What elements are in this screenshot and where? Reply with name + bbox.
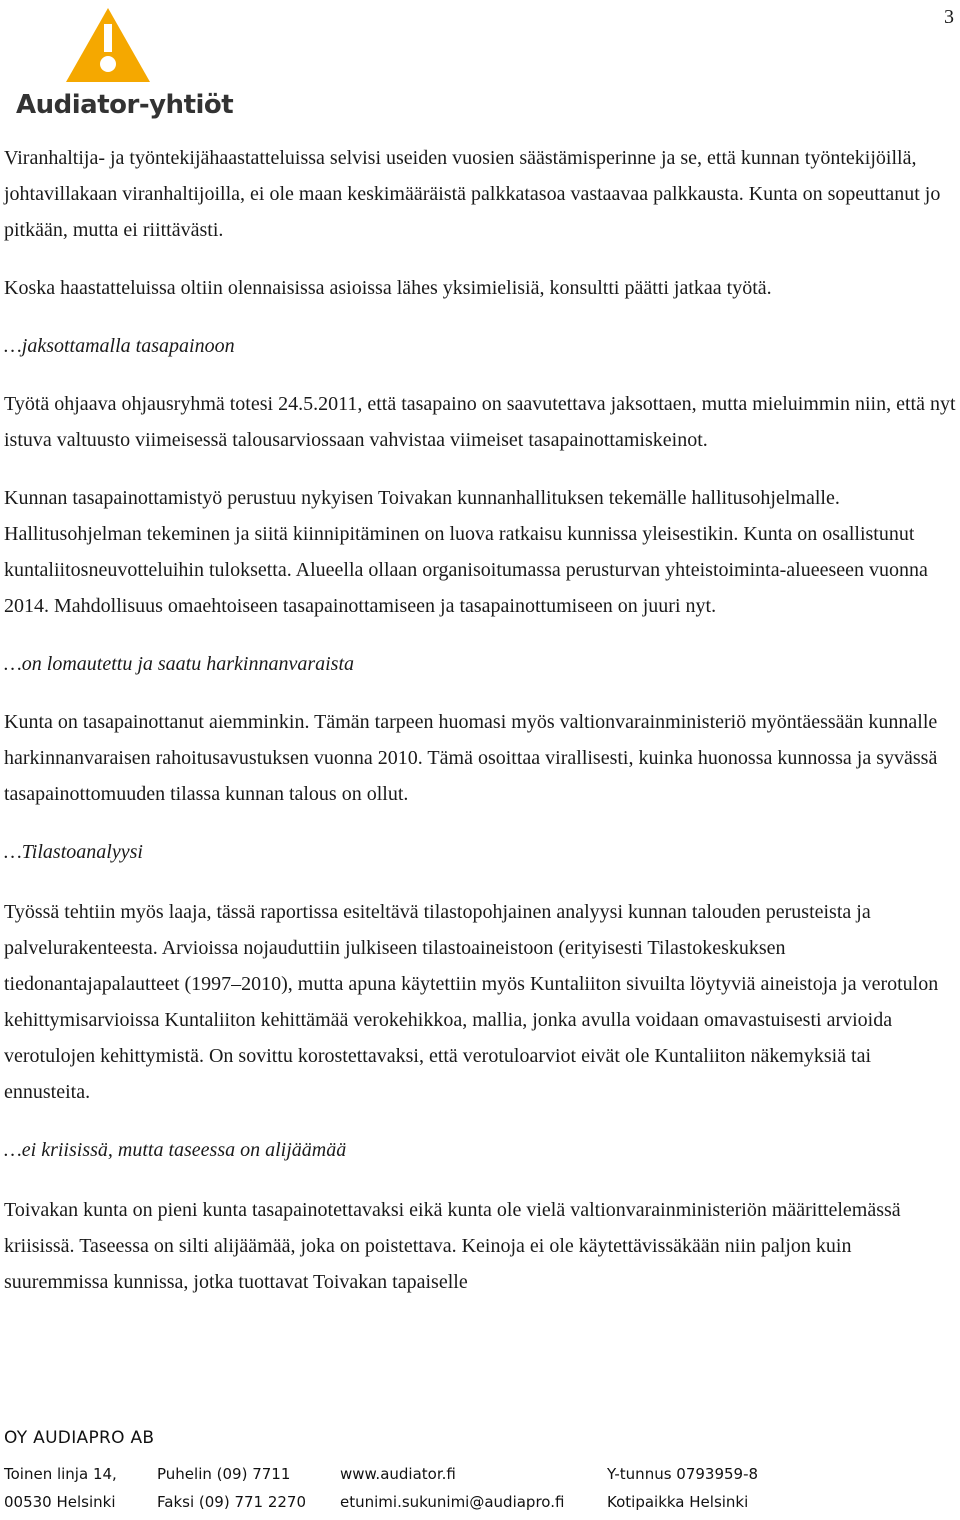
document-body — [4, 140, 956, 1300]
paragraph-previous-balancing: Kunta on tasapainottanut aiemminkin. Tämän tarpeen huomasi myös valtionvarainministeriö myöntäessään kunnalle harkinnanvaraisen rahoitusavustuksen vuonna 2010. Tämä osoittaa virallisesti, kuinka huonossa kunnossa ja syvässä tasapainottomuuden tilassa kunnan talous on ollut. — [4, 711, 938, 805]
section-heading-tilastoanalyysi: …Tilastoanalyysi — [4, 841, 143, 863]
footer-address-city: 00530 Helsinki — [4, 1493, 116, 1511]
footer-email: etunimi.sukunimi@audiapro.fi — [340, 1493, 565, 1511]
footer-domicile: Kotipaikka Helsinki — [607, 1493, 749, 1511]
footer-address-street: Toinen linja 14, — [4, 1465, 117, 1483]
paragraph-government-program: Kunnan tasapainottamistyö perustuu nykyisen Toivakan kunnanhallituksen tekemälle hallitusohjelmalle. Hallitusohjelman tekeminen ja siitä kiinnipitäminen on luova ratkaisu kunnissa yleisestikin. Kunta on osallistunut kuntaliitosneuvotteluihin tuloksetta. Alueella ollaan organisoitumassa perusturvan yhteistoiminta-alueeseen vuonna 2014. Mahdollisuus omaehtoiseen tasapainottamiseen ja tasapainottumiseen on juuri nyt. — [4, 487, 928, 617]
page-number: 3 — [944, 6, 954, 28]
section-heading-lomautettu: …on lomautettu ja saatu harkinnanvaraista — [4, 653, 354, 675]
section-heading-jaksottamalla: …jaksottamalla tasapainoon — [4, 335, 235, 357]
audiator-logo-icon — [10, 4, 210, 94]
footer-fax: Faksi (09) 771 2270 — [157, 1493, 307, 1511]
paragraph-intro: Viranhaltija- ja työntekijähaastatteluissa selvisi useiden vuosien säästämisperinne ja se, että kunnan työntekijöillä, johtavillakaan viranhaltijoilla, ei ole maan keskimääräistä palkkatasoa vastaavaa palkkausta. Kunta on sopeuttanut jo pitkään, mutta ei riittävästi. — [4, 147, 941, 241]
footer-website: www.audiator.fi — [340, 1465, 456, 1483]
logo-wordmark: Audiator-yhtiöt — [16, 90, 234, 120]
paragraph-consensus: Koska haastatteluissa oltiin olennaisissa asioissa lähes yksimielisiä, konsultti päätti jatkaa työtä. — [4, 277, 772, 299]
footer-business-id: Y-tunnus 0793959-8 — [607, 1465, 759, 1483]
paragraph-steering-group: Työtä ohjaava ohjausryhmä totesi 24.5.2011, että tasapaino on saavutettava jaksottaen, mutta mieluimmin niin, että nyt istuva valtuusto viimeisessä talousarviossaan vahvistaa viimeiset tasapainottamiskeinot. — [4, 393, 956, 451]
paragraph-statistics: Työssä tehtiin myös laaja, tässä raportissa esiteltävä tilastopohjainen analyysi kunnan talouden perusteista ja palvelurakenteesta. Arvioissa nojauduttiin julkiseen tilastoaineistoon (erityisesti Tilastokeskuksen tiedonantajapalautteet (1997–2010), mutta apuna käytettiin myös Kuntaliiton sivuilta löytyviä aineistoja ja verotulon kehittymisarvioissa Kuntaliiton kehittämää verokehikkoa, mallia, jonka avulla voidaan omavastuisesti arvioida verotulojen kehittymistä. On sovittu korostettavaksi, että verotuloarviot eivät ole Kuntaliiton näkemyksiä tai ennusteita. — [4, 901, 939, 1103]
paragraph-small-municipality: Toivakan kunta on pieni kunta tasapainotettavaksi eikä kunta ole vielä valtionvarainministeriön määrittelemässä kriisissä. Taseessa on silti alijäämää, joka on poistettava. Keinoja ei ole käytettävissäkään niin paljon kuin suuremmissa kunnissa, jotka tuottavat Toivakan tapaiselle — [4, 1199, 901, 1293]
page-footer — [4, 1428, 956, 1520]
audiator-logo — [10, 4, 234, 124]
footer-company-name: OY AUDIAPRO AB — [4, 1428, 155, 1448]
footer-phone: Puhelin (09) 7711 — [157, 1465, 291, 1483]
section-heading-ei-kriisissa: …ei kriisissä, mutta taseessa on alijäämää — [4, 1139, 347, 1161]
